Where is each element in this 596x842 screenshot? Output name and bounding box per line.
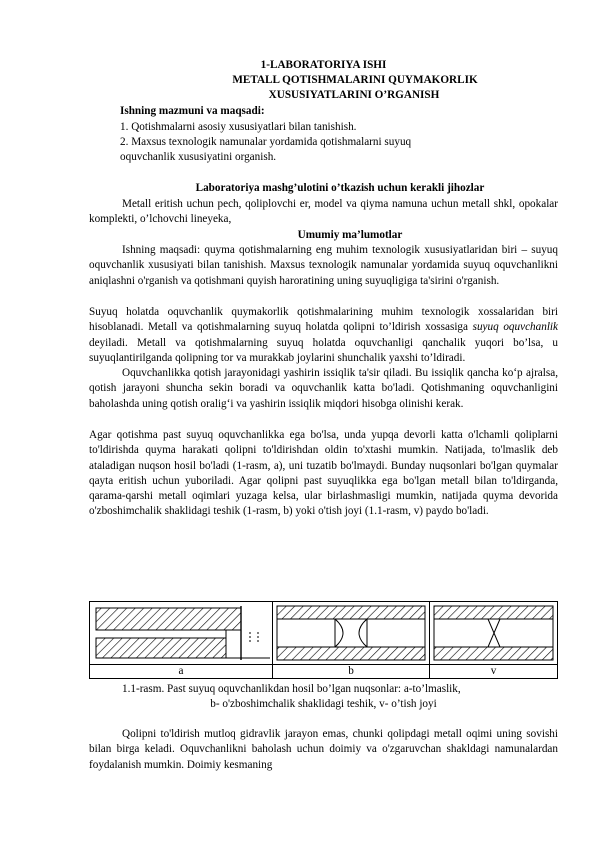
general-paragraph-4: Agar qotishma past suyuq oquvchanlikka ega bo'lsa, unda yupqa devorli katta o'lchamli qoliplarni to'ldirishda quyma harakati qolipni to'ldirishdan oldin to'xtashi mumkin. Natijada, to'lmaslik deb ataladigan nuqson hosil bo'ladi (1-rasm, a), uni tuzatib bo'lmaydi. Bunday nuqsonlari bo'lgan quymalar qayta eritish uchun yuboriladi. Agar qolipni past suyuqlikka ega bo'lgan metall bilan to'ldirganda, qarama-qarshi metall oqimlari yuzaga kelsa, ular birlashmasligi mumkin, natijada quyma devorida o'zboshimchalik shaklidagi teshik (1-rasm, b) yoki o'tish joyi (1.1-rasm, v) paydo bo'ladi. <box>89 429 558 518</box>
general-paragraph-1: Ishning maqsadi: quyma qotishmalarning eng muhim texnologik xususiyatlaridan biri – suyuq oquvchanlik xususiyati bilan tanishish. Maxsus texnologik namunalar yordamida suyuq oquvchanlikni aniqlashni o'rganish va qotishmani quyish haroratining uning suyuqligiga ta'sirini o'rganish. <box>89 244 558 287</box>
misrun-drawing <box>90 602 272 664</box>
figure-panel-b <box>273 602 429 664</box>
equipment-heading: Laboratoriya mashg’ulotini o’tkazish uchun kerakli jihozlar <box>195 182 485 194</box>
defects-figure <box>89 601 558 679</box>
figure-drawings-row <box>90 602 557 665</box>
purpose-item-2-line-1: 2. Maxsus texnologik namunalar yordamida qotishmalarni suyuq <box>120 136 412 148</box>
general-heading: Umumiy ma’lumotlar <box>297 229 403 241</box>
title-line-2: XUSUSIYATLARINI O’RGANISH <box>268 89 440 101</box>
purpose-heading: Ishning mazmuni va maqsadi: <box>120 105 265 117</box>
figure-labels-row <box>90 664 557 679</box>
figure-caption-line-1: 1.1-rasm. Past suyuq oquvchanlikdan hosil bo’lgan nuqsonlar: a-to’lmaslik, <box>122 683 461 695</box>
equipment-text: Metall eritish uchun pech, qoliplovchi er, model va qiyma namuna uchun metall shkl, opokalar komplekti, o’lchovchi lineyeka, <box>89 198 558 226</box>
figure-panel-v <box>430 602 557 664</box>
cold-shut-drawing <box>273 602 429 664</box>
title-line-1: METALL QOTISHMALARINI QUYMAKORLIK <box>232 74 478 86</box>
general-paragraph-2-after: deyiladi. Metall va qotishmalarning suyuq holatda oquvchanligi qanchalik yuqori bo’lsa, u suyuqlantirilganda qolipning tor va murakkab joylarini shunchalik yaxshi to’ldiradi. <box>89 336 558 364</box>
figure-caption-line-2: b- o'zboshimchalik shaklidagi teshik, v- o’tish joyi <box>210 698 437 710</box>
purpose-item-1: 1. Qotishmalarni asosiy xususiyatlari bilan tanishish. <box>120 121 357 133</box>
purpose-item-2-line-2: oquvchanlik xususiyatini organish. <box>120 151 277 163</box>
general-paragraph-2-term: suyuq oquvchanlik <box>472 321 558 334</box>
figure-label-b: b <box>348 665 354 677</box>
lab-number-heading: 1-LABORATORIYA ISHI <box>260 59 387 71</box>
seam-drawing <box>430 602 557 664</box>
figure-label-a: a <box>178 665 184 677</box>
general-paragraph-2 <box>89 305 558 366</box>
figure-label-v: v <box>490 665 497 677</box>
closing-paragraph: Qolipni to'ldirish mutloq gidravlik jarayon emas, chunki qolipdagi metall oqimi uning sovishi bilan birga keladi. Oquvchanlikni baholash uchun doimiy va o'zgaruvchan shakldagi namunalardan foydalanish mumkin. Doimiy kesmaning <box>89 728 558 771</box>
figure-panel-a <box>90 602 272 664</box>
general-paragraph-2-before: Suyuq holatda oquvchanlik quymakorlik qotishmalarining muhim texnologik xossalaridan biri hisoblanadi. Metall va qotishmalarning suyuq holatda qolipni to’ldirish xossasiga <box>89 306 558 334</box>
general-paragraph-3: Oquvchanlikka qotish jarayonidagi yashirin issiqlik ta'sir qiladi. Bu issiqlik qancha ko‘p ajralsa, qotish jarayoni shuncha sekin boradi va oquvchanlik katta bo'ladi. Qotishmaning oquvchanligini baholashda uning qotish oralig‘i va yashirin issiqlik miqdori hisobga olinishi kerak. <box>89 367 558 410</box>
